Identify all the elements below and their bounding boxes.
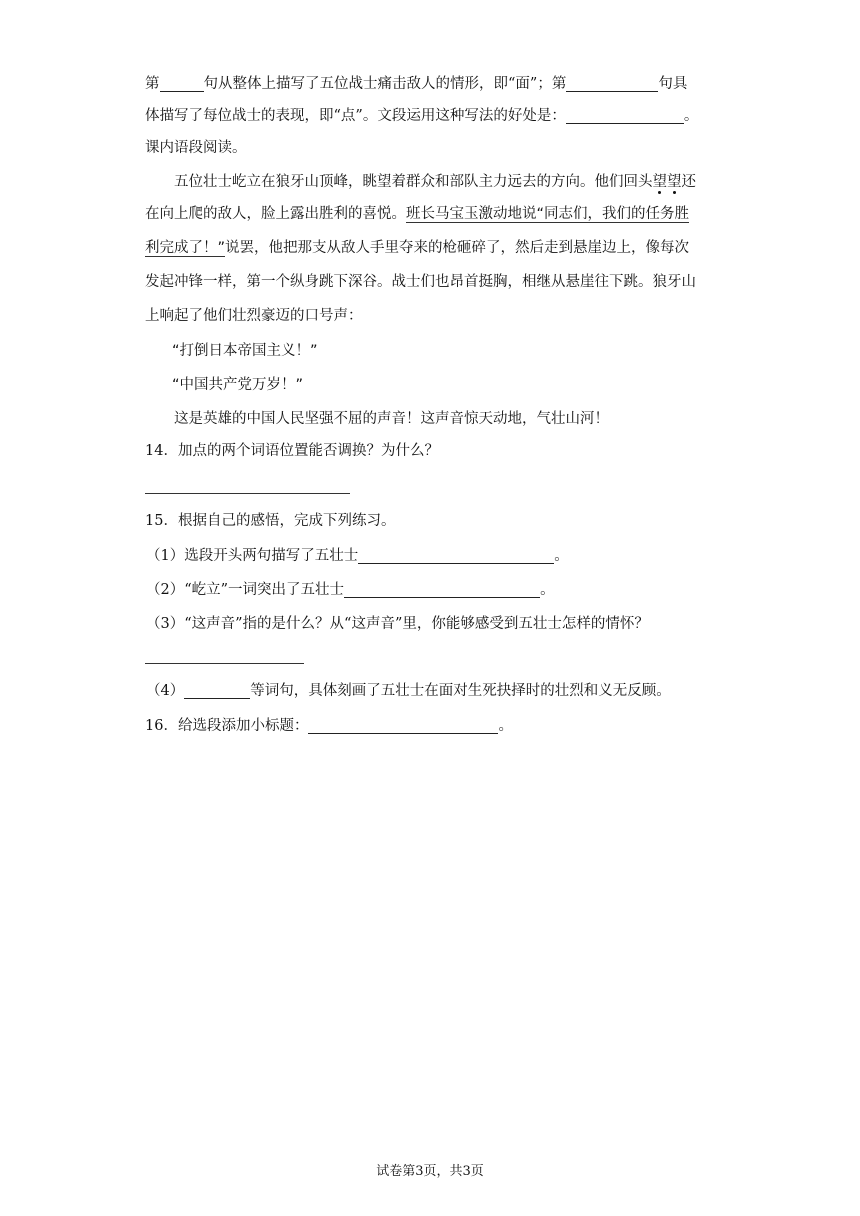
answer-blank[interactable] <box>184 682 250 699</box>
passage-line-1 <box>174 172 696 192</box>
answer-blank[interactable] <box>566 75 658 92</box>
question-text: 。 <box>498 718 513 734</box>
passage-line-2 <box>145 204 689 224</box>
intro-text: 句从整体上描写了五位战士痛击敌人的情形，即“面”；第 <box>203 76 567 92</box>
passage-line-4: 发起冲锋一样，第一个纵身跳下深谷。战士们也昂首挺胸，相继从悬崖往下跳。狼牙山 <box>145 274 696 290</box>
question-15-4 <box>146 681 671 701</box>
slogan-1: “打倒日本帝国主义！” <box>172 343 318 359</box>
answer-blank[interactable] <box>358 547 554 564</box>
passage-text: 说罢，他把那支从敌人手里夺来的枪砸碎了，然后走到悬崖边上，像每次 <box>225 240 690 256</box>
intro-text: 句具 <box>658 76 688 92</box>
passage-line-5: 上响起了他们壮烈豪迈的口号声： <box>145 308 363 324</box>
intro-text: 第 <box>145 76 160 92</box>
question-text: 16．给选段添加小标题： <box>145 718 309 734</box>
dotted-word: 望 <box>652 174 667 190</box>
slogan-2: “中国共产党万岁！” <box>172 377 304 393</box>
question-15-1 <box>146 546 569 566</box>
question-text: 。 <box>554 548 569 564</box>
question-15: 15．根据自己的感悟，完成下列练习。 <box>145 513 396 529</box>
intro-line-1 <box>145 74 687 94</box>
question-15-3: （3）“这声音”指的是什么？从“这声音”里，你能够感受到五壮士怎样的情怀？ <box>146 616 649 632</box>
question-text: （4） <box>146 683 185 699</box>
answer-blank[interactable] <box>160 75 204 92</box>
question-text: 。 <box>540 582 555 598</box>
question-16 <box>145 716 513 736</box>
answer-line[interactable] <box>145 493 350 494</box>
intro-text: 。 <box>683 108 699 124</box>
answer-line[interactable] <box>145 663 304 664</box>
question-15-2 <box>146 580 555 600</box>
question-text: 等词句，具体刻画了五壮士在面对生死抉择时的壮烈和义无反顾。 <box>250 683 671 699</box>
intro-text: 体描写了每位战士的表现，即“点”。文段运用这种写法的好处是： <box>145 108 566 124</box>
answer-blank[interactable] <box>308 717 498 734</box>
passage-text: 还 <box>681 174 696 190</box>
passage-closing: 这是英雄的中国人民坚强不屈的声音！这声音惊天动地，气壮山河！ <box>174 411 609 427</box>
page-footer: 试卷第3页，共3页 <box>376 1164 484 1179</box>
passage-line-3 <box>145 238 689 258</box>
answer-blank[interactable] <box>344 581 540 598</box>
underlined-sentence: 利完成了！” <box>145 240 226 256</box>
intro-line-2 <box>145 106 698 126</box>
passage-text: 在向上爬的敌人，脸上露出胜利的喜悦。 <box>145 206 406 222</box>
underlined-sentence: 班长马宝玉激动地说“同志们，我们的任务胜 <box>406 206 690 222</box>
section-label: 课内语段阅读。 <box>145 140 247 156</box>
answer-blank[interactable] <box>566 107 684 124</box>
question-14: 14．加点的两个词语位置能否调换？为什么？ <box>145 443 439 459</box>
passage-text: 五位壮士屹立在狼牙山顶峰，眺望着群众和部队主力远去的方向。他们回头 <box>174 174 653 190</box>
question-text: （2）“屹立”一词突出了五壮士 <box>146 582 345 598</box>
question-text: （1）选段开头两句描写了五壮士 <box>146 548 359 564</box>
dotted-word: 望 <box>667 174 682 190</box>
